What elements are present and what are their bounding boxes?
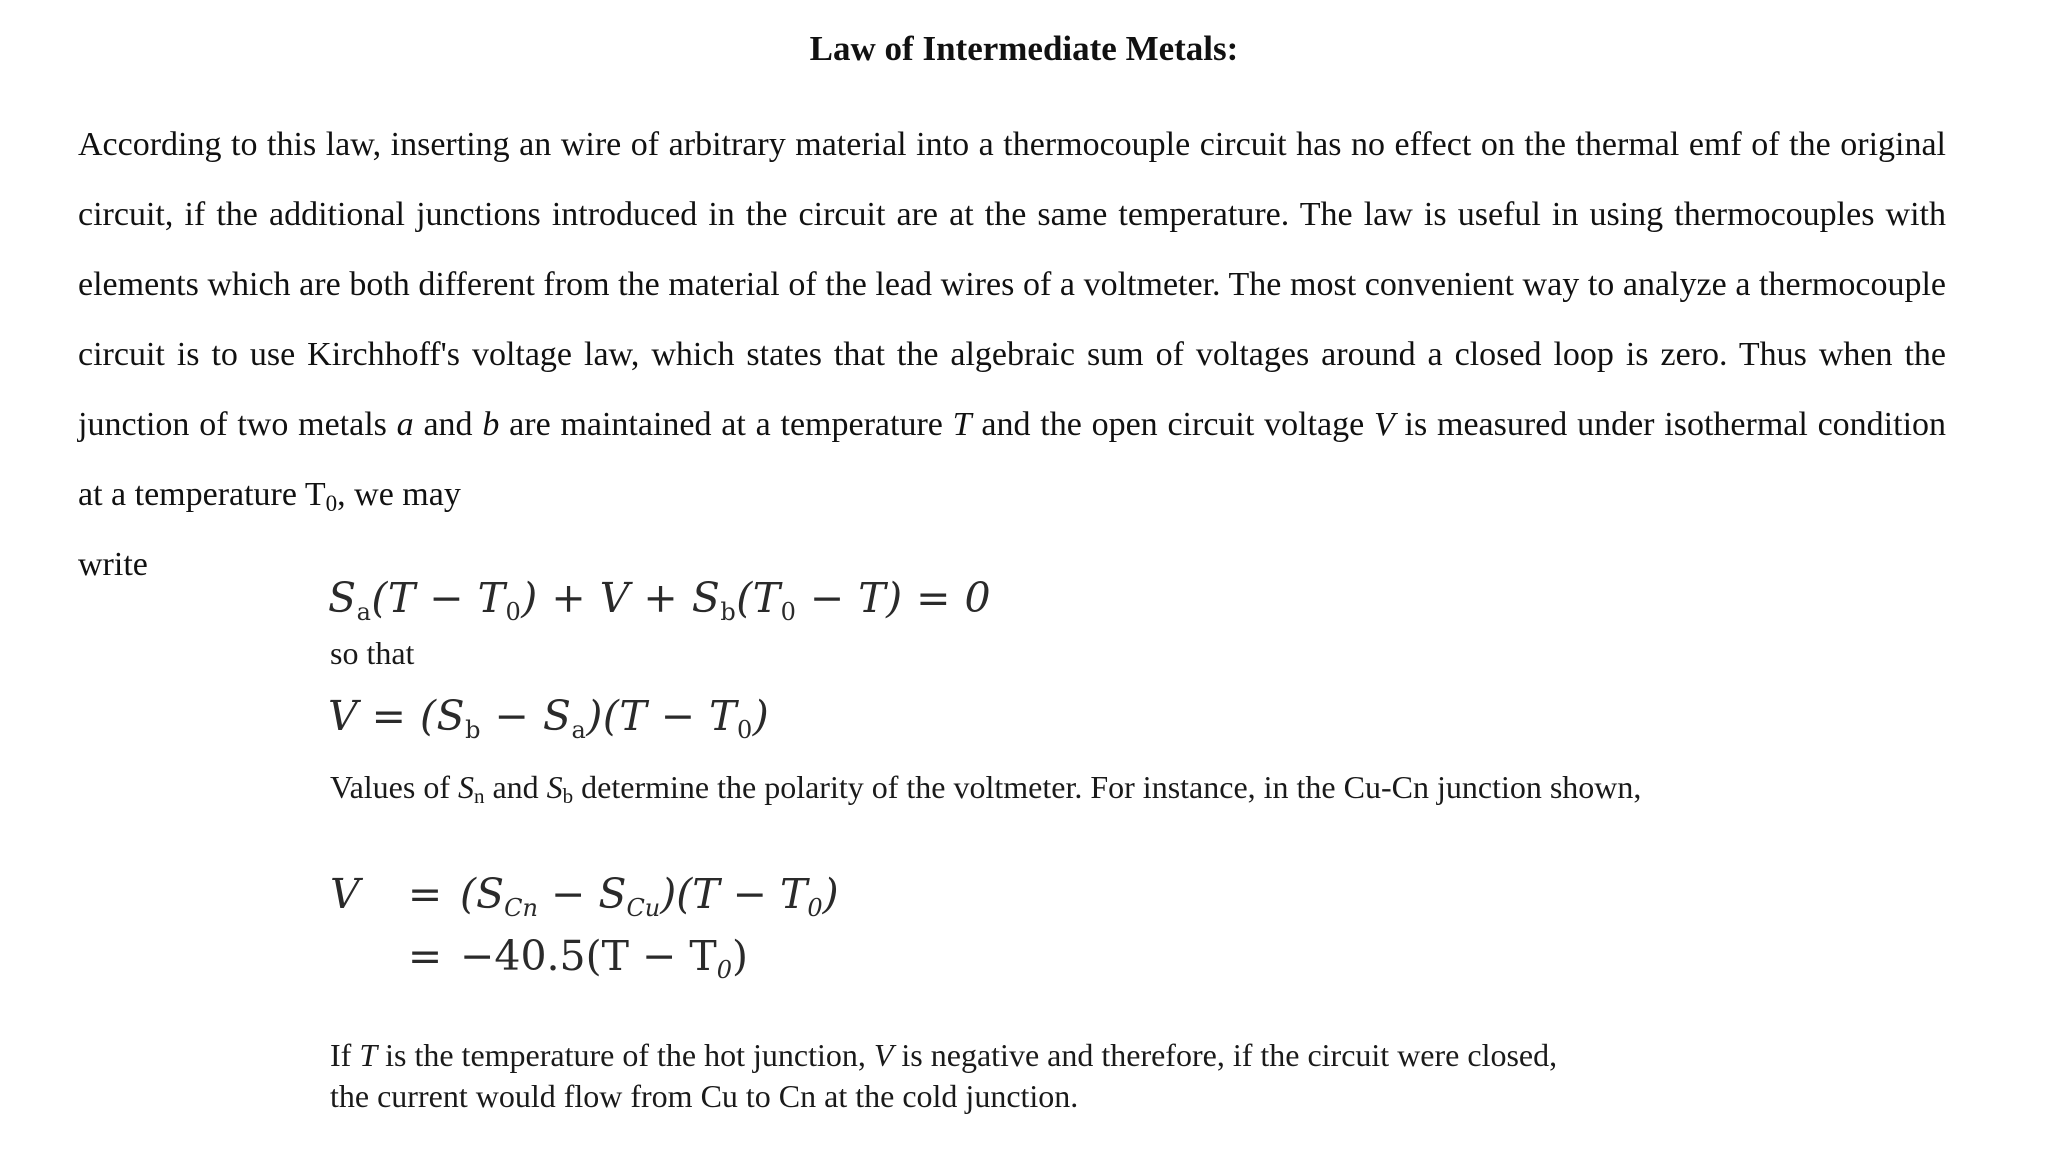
intro-last-line: write bbox=[78, 546, 148, 583]
equation-1: $S_a(T - T_0) + V + S_b(T_0 - T) = 0$ bbox=[328, 574, 992, 626]
intro-text-1: According to this law, inserting an wire of arbitrary material into a thermocouple circuit has no effect on the thermal emf of the original circuit, if the additional junctions introduced in the circuit are at the same temperature. The law is useful in using thermocouples with elements which are both different from the material of the lead wires of a voltmeter. The most convenient way to analyze a thermocouple circuit is to use Kirchhoff's voltage law, which states that the algebraic sum of voltages around a closed loop is zero. Thus when the junction of two metals bbox=[78, 126, 1946, 443]
eq3-rhs-2: $-40.5(T - T_0)$ bbox=[460, 932, 749, 984]
polarity-paragraph: Values of $S_n$ and $S_b$ determine the polarity of the voltmeter. For instance, in the Cu-Cn junction shown, bbox=[330, 769, 1642, 808]
intro-and: and bbox=[423, 406, 473, 443]
var-T: T bbox=[952, 406, 972, 443]
equation-3 bbox=[330, 870, 839, 984]
eq3-lhs: V bbox=[330, 870, 360, 918]
var-a: a bbox=[396, 406, 414, 443]
eq3-rel-1: = bbox=[407, 870, 443, 918]
equation-2: $V = (S_b - S_a)(T - T_0)$ bbox=[328, 692, 770, 744]
intro-text-4: is measured under isothermal condition at a temperature T bbox=[78, 406, 1947, 513]
page-title: Law of Intermediate Metals: bbox=[809, 29, 1239, 68]
intro-text-3: and the open circuit voltage bbox=[981, 406, 1365, 443]
conclusion-paragraph: If T is the temperature of the hot junction, V is negative and therefore, if the circuit were closed, the current would flow from Cu to Cn at the cold junction. bbox=[330, 1037, 1558, 1114]
var-b: b bbox=[482, 406, 500, 443]
intro-paragraph bbox=[78, 110, 1946, 600]
eq3-rel-2: = bbox=[407, 932, 443, 980]
so-that-text: so that bbox=[330, 635, 415, 671]
intro-text-5: , we may bbox=[337, 476, 461, 513]
var-V: V bbox=[1373, 406, 1395, 443]
subscript-zero: 0 bbox=[325, 491, 338, 516]
intro-text-2: are maintained at a temperature bbox=[509, 406, 943, 443]
eq3-rhs-1: $(S_{Cn} - S_{Cu})(T - T_0)$ bbox=[460, 870, 839, 922]
